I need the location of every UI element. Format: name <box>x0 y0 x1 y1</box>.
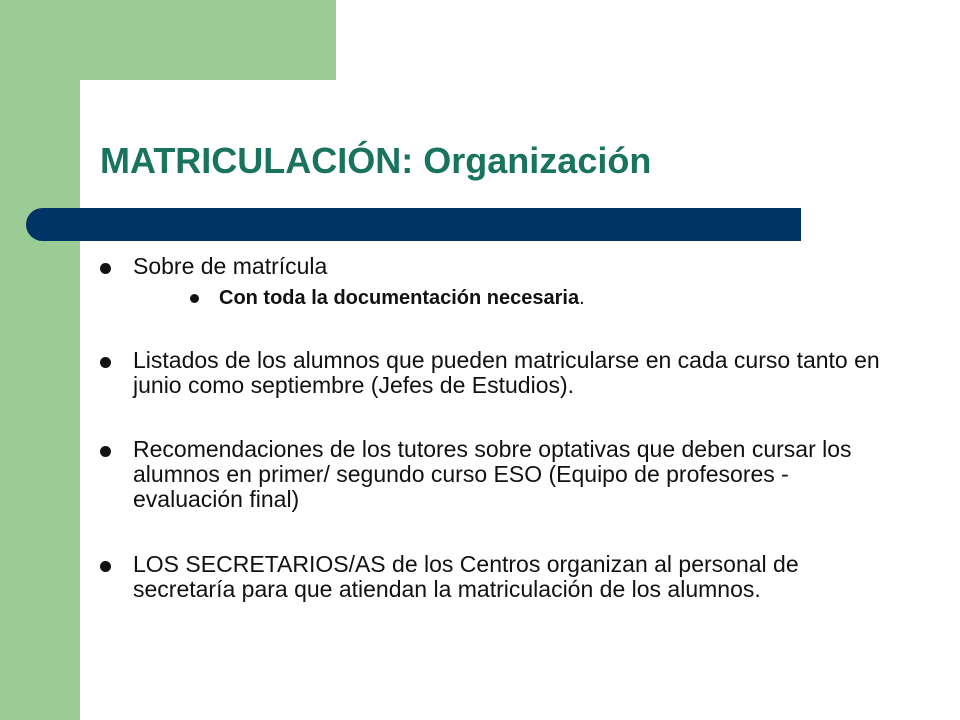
slide-title: MATRICULACIÓN: Organización <box>100 140 652 181</box>
sub-bullet-item-documentacion <box>190 286 870 311</box>
bullet-dot-icon <box>100 561 111 572</box>
sub-bullet-tail: . <box>579 287 585 309</box>
bullet-dot-icon <box>100 446 111 457</box>
bullet-dot-icon <box>100 357 111 368</box>
bullet-text: Recomendaciones de los tutores sobre optativas que deben cursar los alumnos en primer/ segundo curso ESO (Equipo de profesores - evaluación final) <box>133 436 852 512</box>
sub-bullet-text <box>219 286 870 311</box>
sub-bullet-bold-text: Con toda la documentación necesaria <box>219 287 580 309</box>
bullet-item-recomendaciones <box>100 437 880 512</box>
bullet-item-sobre <box>100 254 880 279</box>
sub-bullet-dot-icon <box>190 294 199 303</box>
bullet-item-listados <box>100 348 880 398</box>
bullet-text: Sobre de matrícula <box>133 253 328 279</box>
bullet-item-secretarios <box>100 552 880 602</box>
bullet-text: LOS SECRETARIOS/AS de los Centros organizan al personal de secretaría para que atiendan la matriculación de los alumnos. <box>133 551 799 602</box>
left-accent-bar <box>0 0 80 720</box>
bullet-dot-icon <box>100 263 111 274</box>
bullet-text: Listados de los alumnos que pueden matricularse en cada curso tanto en junio como septiembre (Jefes de Estudios). <box>133 347 880 398</box>
top-accent-block <box>0 0 336 80</box>
title-divider-bar <box>26 208 801 241</box>
